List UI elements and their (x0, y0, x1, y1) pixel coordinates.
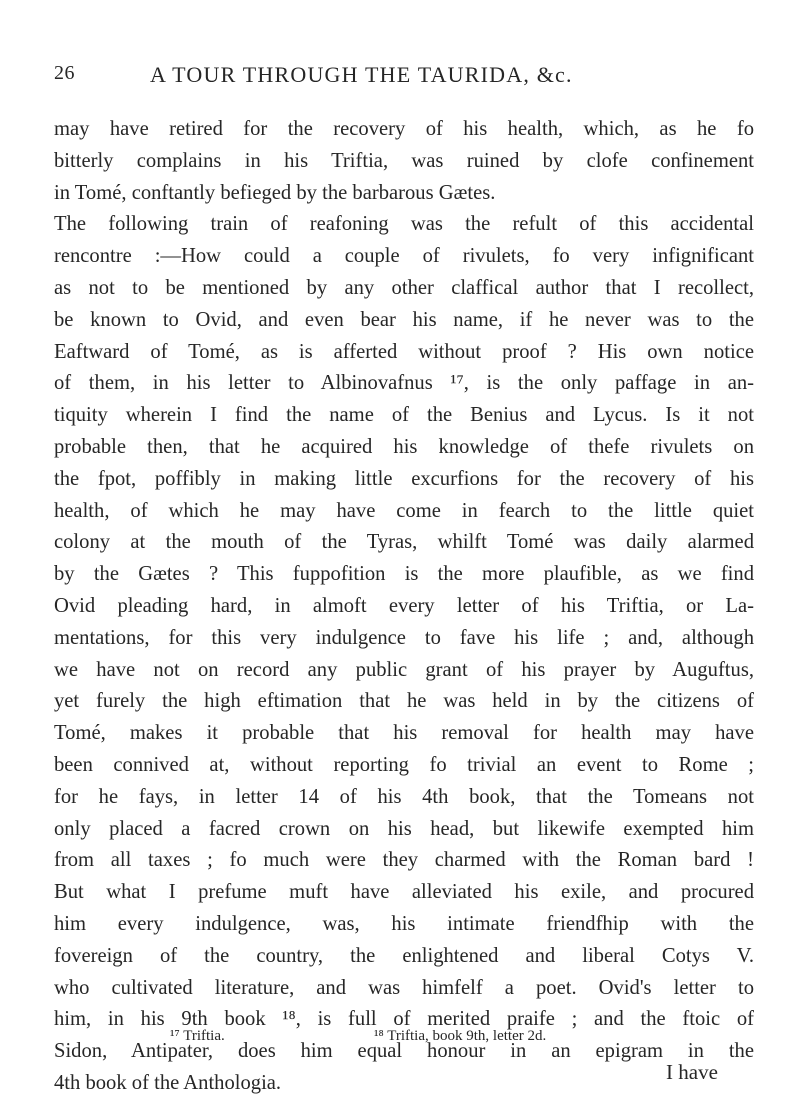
text-line: him every indulgence, was, his intimate friendfhip with the (54, 912, 754, 935)
text-line: as not to be mentioned by any other claffical author that I recollect, (54, 276, 754, 299)
text-line: may have retired for the recovery of his health, which, as he fo (54, 118, 754, 140)
text-line: of them, in his letter to Albinovafnus ¹⁷, is the only paffage in an- (54, 372, 754, 395)
text-line: for he fays, in letter 14 of his 4th book, that the Tomeans not (54, 785, 754, 808)
text-line: yet furely the high eftimation that he was held in by the citizens of (54, 690, 754, 713)
text-line: Tomé, makes it probable that his removal for health may have (54, 722, 754, 745)
text-line: bitterly complains in his Triftia, was ruined by clofe confinement (54, 149, 754, 172)
body-text (54, 114, 754, 1100)
text-line: from all taxes ; fo much were they charmed with the Roman bard ! (54, 849, 754, 872)
text-line: him, in his 9th book ¹⁸, is full of merited praife ; and the ftoic of (54, 1008, 754, 1031)
footnote-18: ¹⁸ Triftia, book 9th, letter 2d. (374, 1028, 547, 1044)
text-line: by the Gætes ? This fuppofition is the more plaufible, as we find (54, 563, 754, 586)
text-line: Sidon, Antipater, does him equal honour in an epigram in the (54, 1040, 754, 1063)
running-head: A TOUR THROUGH THE TAURIDA, &c. (150, 62, 573, 87)
text-line: fovereign of the country, the enlightened and liberal Cotys V. (54, 944, 754, 967)
text-line: But what I prefume muft have alleviated his exile, and procured (54, 881, 754, 904)
text-line: colony at the mouth of the Tyras, whilft Tomé was daily alarmed (54, 531, 754, 554)
text-line: be known to Ovid, and even bear his name, if he never was to the (54, 308, 754, 331)
text-line: who cultivated literature, and was himfelf a poet. Ovid's letter to (54, 976, 754, 999)
text-line: Eaftward of Tomé, as is afferted without proof ? His own notice (54, 340, 754, 363)
text-line: only placed a facred crown on his head, but likewife exempted him (54, 817, 754, 840)
text-line: been connived at, without reporting fo trivial an event to Rome ; (54, 753, 754, 776)
text-line: probable then, that he acquired his knowledge of thefe rivulets on (54, 435, 754, 458)
page-header (54, 62, 754, 92)
text-line: rencontre :—How could a couple of rivulets, fo very infignificant (54, 245, 754, 268)
text-line: in Tomé, conftantly befieged by the barbarous Gætes. (54, 181, 496, 204)
text-line: mentations, for this very indulgence to fave his life ; and, although (54, 626, 754, 649)
text-line: Ovid pleading hard, in almoft every letter of his Triftia, or La- (54, 594, 754, 617)
text-line: The following train of reafoning was the refult of this accidental (54, 213, 754, 236)
text-line: we have not on record any public grant of his prayer by Auguftus, (54, 658, 754, 681)
text-line: tiquity wherein I find the name of the Benius and Lycus. Is it not (54, 404, 754, 427)
text-line: health, of which he may have come in fearch to the little quiet (54, 499, 754, 522)
text-line: 4th book of the Anthologia. (54, 1071, 282, 1094)
text-line: the fpot, poffibly in making little excurfions for the recovery of his (54, 467, 754, 490)
page-number: 26 (54, 62, 75, 84)
footnote-17: ¹⁷ Triftia. (170, 1028, 225, 1044)
catchword: I have (666, 1060, 718, 1084)
